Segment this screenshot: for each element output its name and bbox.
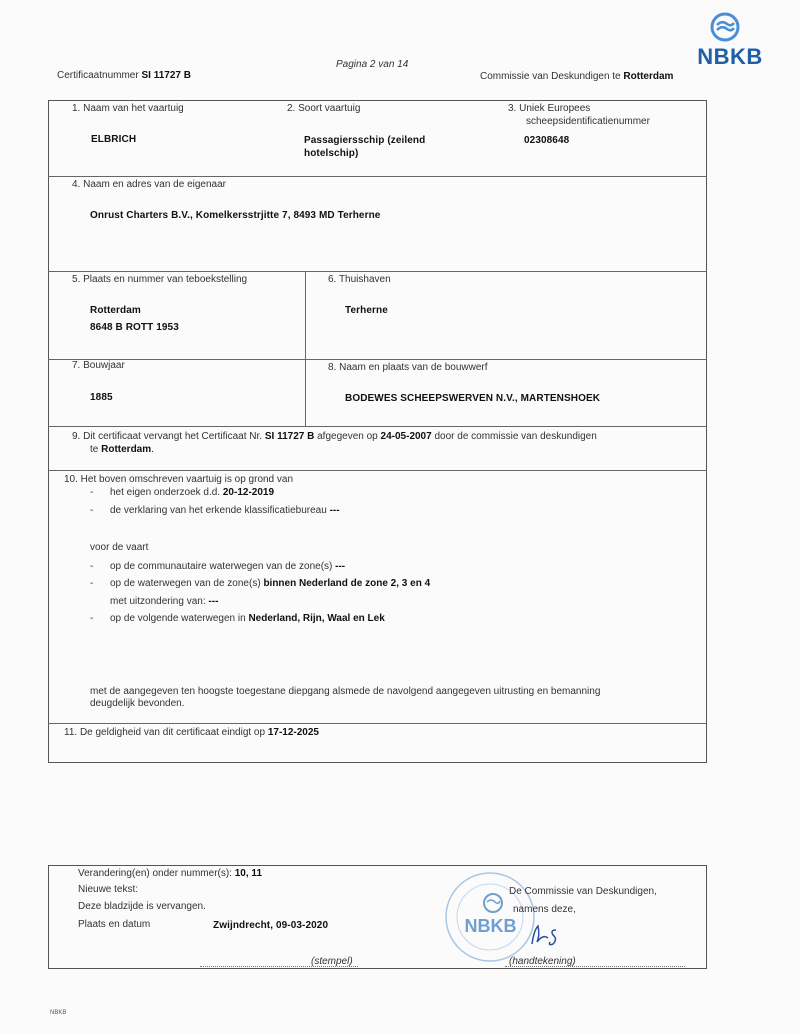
field-10-intro: 10. Het boven omschreven vaartuig is op grond van — [64, 474, 294, 485]
commission-signoff-line2: namens deze, — [513, 904, 576, 915]
bullet-2-value: --- — [329, 505, 340, 516]
stamp-line — [200, 966, 358, 967]
changes-label: Verandering(en) onder nummer(s): — [78, 868, 232, 879]
amendment-new-text: Nieuwe tekst: — [78, 884, 139, 895]
stamp-caption: (stempel) — [311, 956, 353, 967]
field-2-value-line2: hotelschip) — [304, 148, 359, 159]
field-10-bullet-5 — [110, 613, 385, 624]
bullet-2-text: de verklaring van het erkende klassificatiebureau — [110, 505, 327, 516]
cert-number: SI 11727 B — [141, 70, 191, 81]
commission-city: Rotterdam — [623, 71, 674, 82]
commission-prefix: Commissie van Deskundigen te — [480, 71, 621, 82]
field-9-line1 — [72, 431, 597, 442]
footer-code: NBKB — [50, 1010, 67, 1016]
signature-icon — [528, 920, 578, 950]
bullet-1-value: 20-12-2019 — [222, 487, 275, 498]
changes-value: 10, 11 — [234, 868, 263, 879]
field-9-post: door de commissie van deskundigen — [434, 431, 597, 442]
field-9-line2 — [90, 444, 154, 455]
signature — [528, 920, 578, 950]
bullet-3-marker: - — [90, 561, 94, 572]
bullet-2-marker: - — [90, 505, 94, 516]
field-3-label-line1: 3. Uniek Europees — [508, 103, 591, 114]
field-10-bullet-4 — [110, 578, 430, 589]
field-9-date: 24-05-2007 — [380, 431, 432, 442]
field-11-text: 11. De geldigheid van dit certificaat eindigt op — [64, 727, 266, 738]
bullet-4-sub-text: met uitzondering van: — [110, 596, 206, 607]
field-9-te: te — [90, 444, 99, 455]
field-8-value: BODEWES SCHEEPSWERVEN N.V., MARTENSHOEK — [345, 393, 601, 404]
bullet-4-value: binnen Nederland de zone 2, 3 en 4 — [263, 578, 431, 589]
field-2-value-line1: Passagiersschip (zeilend — [304, 135, 426, 146]
field-9-cert: SI 11727 B — [264, 431, 315, 442]
field-5-value-line1: Rotterdam — [90, 305, 141, 316]
field-7-value: 1885 — [90, 392, 113, 403]
field-3-label-line2: scheepsidentificatienummer — [526, 116, 650, 127]
bullet-4-text: op de waterwegen van de zone(s) — [110, 578, 261, 589]
field-8-label: 8. Naam en plaats van de bouwwerf — [328, 362, 488, 373]
nbkb-logo-text: NBKB — [697, 44, 763, 69]
field-7-label: 7. Bouwjaar — [72, 360, 125, 371]
amendment-place-value: Zwijndrecht, 09-03-2020 — [213, 920, 329, 931]
signature-line — [505, 966, 685, 967]
bullet-4-sub-value: --- — [208, 596, 219, 607]
bullet-3-text: op de communautaire waterwegen van de zone(s) — [110, 561, 333, 572]
field-11 — [64, 727, 319, 738]
commission-header — [480, 71, 673, 82]
field-4-value: Onrust Charters B.V., Komelkersstrjitte 7, 8493 MD Terherne — [90, 210, 381, 221]
field-6-value: Terherne — [345, 305, 388, 316]
field-5-label: 5. Plaats en nummer van teboekstelling — [72, 274, 248, 285]
field-6-label: 6. Thuishaven — [328, 274, 391, 285]
amendment-changes — [78, 868, 262, 879]
field-10-voor: voor de vaart — [90, 542, 149, 553]
nbkb-logo — [690, 12, 770, 70]
certificate-number — [57, 70, 191, 81]
signature-caption: (handtekening) — [509, 956, 576, 967]
bullet-5-text: op de volgende waterwegen in — [110, 613, 246, 624]
field-10-bullet-1 — [110, 487, 274, 498]
field-10-bullet-4-sub — [110, 596, 218, 607]
field-10-bullet-3 — [110, 561, 345, 572]
bullet-1-marker: - — [90, 487, 94, 498]
field-9-city: Rotterdam — [101, 444, 152, 455]
field-11-date: 17-12-2025 — [267, 727, 319, 738]
field-3-value: 02308648 — [524, 135, 570, 146]
field-1-value: ELBRICH — [91, 134, 137, 145]
bullet-1-text: het eigen onderzoek d.d. — [110, 487, 221, 498]
amendment-box — [48, 865, 707, 969]
field-10-closing-line1: met de aangegeven ten hoogste toegestane diepgang alsmede de navolgend aangegeven uitrusting en bemanning — [90, 686, 601, 697]
cert-prefix: Certificaatnummer — [57, 70, 139, 81]
bullet-5-value: Nederland, Rijn, Waal en Lek — [248, 613, 385, 624]
nbkb-logo-icon — [710, 12, 740, 42]
amendment-replaced: Deze bladzijde is vervangen. — [78, 901, 206, 912]
field-1-label: 1. Naam van het vaartuig — [72, 103, 184, 114]
commission-signoff-line1: De Commissie van Deskundigen, — [509, 886, 657, 897]
field-10-bullet-2 — [110, 505, 340, 516]
field-9-pre: 9. Dit certificaat vervangt het Certificaat Nr. — [72, 431, 263, 442]
amendment-place-label: Plaats en datum — [78, 919, 151, 930]
bullet-5-marker: - — [90, 613, 94, 624]
page-number: Pagina 2 van 14 — [336, 59, 409, 70]
field-4-label: 4. Naam en adres van de eigenaar — [72, 179, 226, 190]
bullet-4-marker: - — [90, 578, 94, 589]
field-9-dot: . — [151, 444, 154, 455]
official-stamp — [443, 870, 538, 965]
bullet-3-value: --- — [335, 561, 346, 572]
field-2-label: 2. Soort vaartuig — [287, 103, 361, 114]
stamp-text: NBKB — [464, 916, 517, 936]
field-5-value-line2: 8648 B ROTT 1953 — [90, 322, 179, 333]
field-9-mid: afgegeven op — [317, 431, 378, 442]
field-10-closing-line2: deugdelijk bevonden. — [90, 698, 185, 709]
